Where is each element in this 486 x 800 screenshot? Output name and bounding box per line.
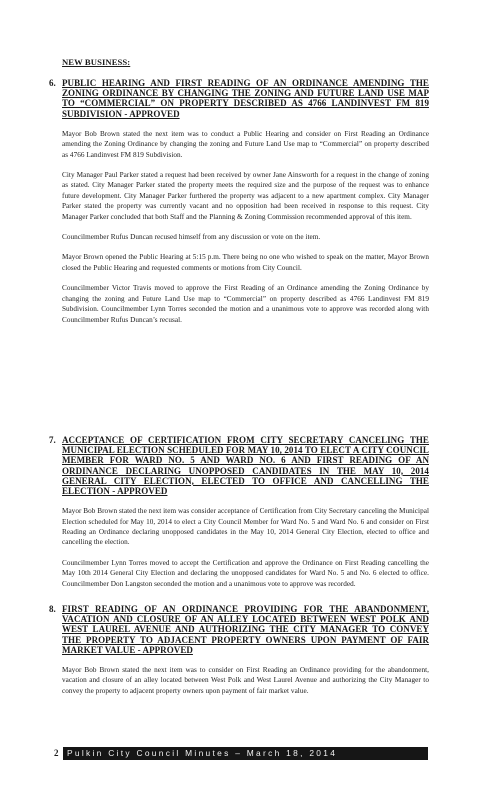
item-paragraph: Mayor Bob Brown stated the next item was to conduct a Public Hearing and consider on First Reading an Ordinance amending the Zoning Ordinance by changing the zoning and Future Land Use map to “Commercial” on property described as 4766 Landinvest FM 819 Subdivision. — [62, 129, 429, 159]
item-heading: ACCEPTANCE OF CERTIFICATION FROM CITY SECRETARY CANCELING THE MUNICIPAL ELECTION SCHEDULED FOR MAY 10, 2014 TO ELECT A CITY COUNCIL MEMBER FOR WARD NO. 5 AND WARD NO. 6 AND FIRST READING OF AN ORDINANCE DECLARING UNOPPOSED CANDIDATES IN THE MAY 10, 2014 GENERAL CITY ELECTION, ELECTED TO OFFICE AND CANCELLING THE ELECTION - APPROVED — [62, 435, 429, 497]
page-footer — [54, 747, 430, 760]
item-paragraph: Councilmember Rufus Duncan recused himself from any discussion or vote on the item. — [62, 233, 321, 242]
item-paragraph: City Manager Paul Parker stated a request had been received by owner Jane Ainsworth for a request in the change of zoning as stated. City Manager Parker stated the property meets the required size and the purpose of the request was to enhance future development. City Manager Parker furthered the property was adjacent to a new apartment complex. City Manager Parker stated the property was currently vacant and no opposition had been received in response to this request. City Manager Parker concluded that both Staff and the Planning & Zoning Commission recommended approval of this item. — [62, 171, 429, 221]
item-number: 7. — [49, 435, 56, 445]
item-paragraph: Mayor Brown opened the Public Hearing at 5:15 p.m. There being no one who wished to speak on the matter, Mayor Brown closed the Public Hearing and requested comments or motions from City Council. — [62, 253, 429, 272]
item-heading: PUBLIC HEARING AND FIRST READING OF AN ORDINANCE AMENDING THE ZONING ORDINANCE BY CHANGING THE ZONING AND FUTURE LAND USE MAP TO “COMMERCIAL” ON PROPERTY DESCRIBED AS 4766 LANDINVEST FM 819 SUBDIVISION - APPROVED — [62, 78, 429, 119]
item-paragraph: Councilmember Lynn Torres moved to accept the Certification and approve the Ordinance on First Reading cancelling the May 10th 2014 General City Election and declaring the unopposed candidates for Ward No. 5 and No. 6 elected to office. Councilmember Don Langston seconded the motion and a unanimous vote to approve was recorded. — [62, 558, 429, 588]
item-paragraph: Mayor Bob Brown stated the next item was to consider on First Reading an Ordinance providing for the abandonment, vacation and closure of an alley located between West Polk and West Laurel Avenue and authorizing the City Manager to convey the property to adjacent property owners upon payment of fair market value. — [62, 666, 429, 695]
agenda-item-6 — [49, 78, 429, 325]
agenda-item-8 — [49, 604, 429, 696]
agenda-item-7 — [49, 435, 429, 589]
item-heading: FIRST READING OF AN ORDINANCE PROVIDING FOR THE ABANDONMENT, VACATION AND CLOSURE OF AN ALLEY LOCATED BETWEEN WEST POLK AND WEST LAUREL AVENUE AND AUTHORIZING THE CITY MANAGER TO CONVEY THE PROPERTY TO ADJACENT PROPERTY OWNERS UPON PAYMENT OF FAIR MARKET VALUE - APPROVED — [62, 604, 429, 655]
item-number: 8. — [49, 604, 56, 614]
footer-title-bar: Pulkin City Council Minutes – March 18, 2014 — [64, 747, 428, 760]
item-paragraph: Mayor Bob Brown stated the next item was consider acceptance of Certification from City Secretary canceling the Municipal Election scheduled for May 10, 2014 to elect a City Council Member for Ward No. 5 and Ward No. 6 and consider on First Reading an Ordinance declaring unopposed candidates in the May 10, 2014 General City Election, elected to office and cancelling the election. — [62, 507, 429, 547]
item-number: 6. — [49, 78, 56, 88]
section-heading: NEW BUSINESS: — [62, 57, 131, 67]
page-number: 2 — [54, 748, 59, 758]
item-paragraph: Councilmember Victor Travis moved to approve the First Reading of an Ordinance amending the Zoning Ordinance by changing the zoning and Future Land Use map to “Commercial” on property described as 4766 Landinvest FM 819 Subdivision. Councilmember Lynn Torres seconded the motion and a unanimous vote to approve was recorded along with Councilmember Rufus Duncan’s recusal. — [62, 284, 429, 324]
